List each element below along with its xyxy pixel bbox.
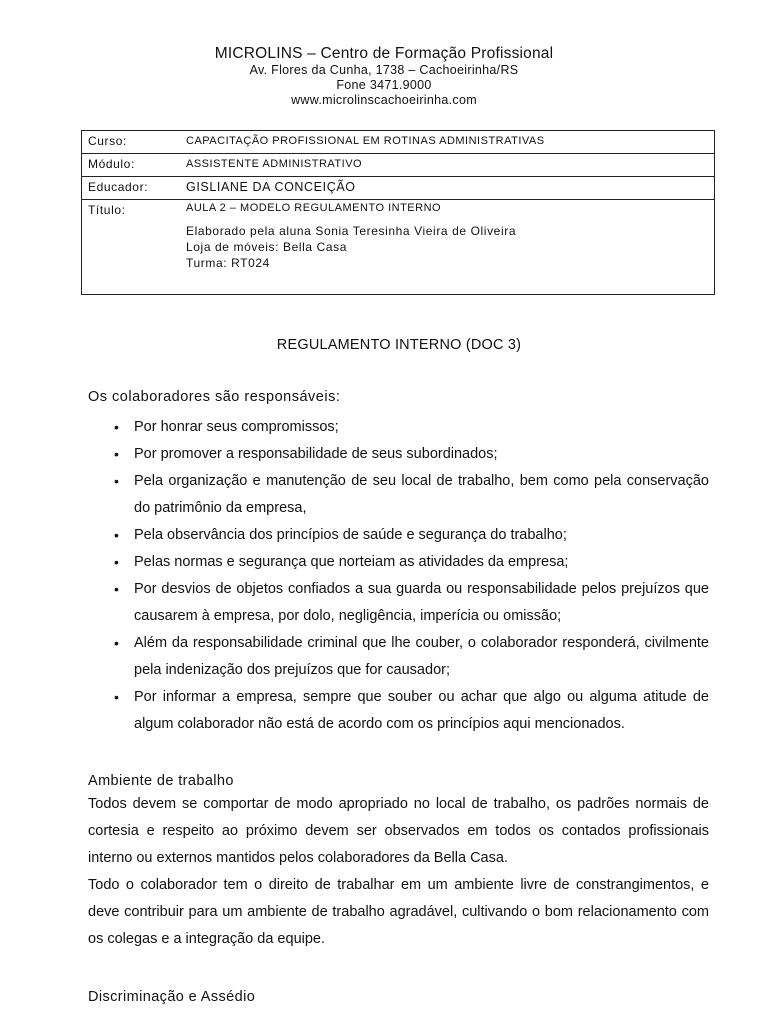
course-row <box>82 131 715 154</box>
intro-text: Os colaboradores são responsáveis: <box>88 389 341 405</box>
work-environment-heading: Ambiente de trabalho <box>88 773 234 789</box>
list-item <box>0 441 768 468</box>
list-item <box>0 414 768 441</box>
work-environment-section <box>88 771 709 953</box>
work-environment-paragraph-2: Todo o colaborador tem o direito de trabalhar em um ambiente livre de constrangimentos, e deve contribuir para um ambiente de trabalho agradável, cultivando o bom relacionamento com os colegas e a integração da equipe. <box>88 877 709 947</box>
module-value: ASSISTENTE ADMINISTRATIVO <box>180 154 715 177</box>
module-label: Módulo: <box>82 154 181 177</box>
discrimination-heading: Discriminação e Assédio <box>88 989 256 1005</box>
list-item <box>0 468 768 522</box>
list-item <box>0 630 768 684</box>
work-environment-paragraph-1: Todos devem se comportar de modo apropriado no local de trabalho, os padrões normais de cortesia e respeito ao próximo devem ser observados em todos os contados profissionais interno ou externos mantidos pelos colaboradores da Bella Casa. <box>88 796 709 866</box>
institution-website: www.microlinscachoeirinha.com <box>291 93 477 107</box>
list-item-text: Por desvios de objetos confiados a sua guarda ou responsabilidade pelos prejuízos que causarem à empresa, por dolo, negligência, imperícia ou omissão; <box>134 581 709 624</box>
title-details <box>186 223 708 271</box>
course-label: Curso: <box>82 131 181 154</box>
title-value: AULA 2 – MODELO REGULAMENTO INTERNO <box>186 202 442 214</box>
institution-address: Av. Flores da Cunha, 1738 – Cachoeirinha/RS <box>249 63 519 77</box>
list-item <box>0 576 768 630</box>
title-row <box>82 200 715 295</box>
document-title: REGULAMENTO INTERNO (DOC 3) <box>276 337 522 353</box>
bullet-icon: • <box>114 446 119 462</box>
list-item <box>0 684 768 738</box>
list-item-text: Por promover a responsabilidade de seus subordinados; <box>134 446 498 462</box>
educator-value: GISLIANE DA CONCEIÇÃO <box>180 177 715 200</box>
list-item-text: Pela organização e manutenção de seu local de trabalho, bem como pela conservação do patrimônio da empresa, <box>134 473 709 516</box>
module-row <box>82 154 715 177</box>
bullet-icon: • <box>114 689 119 705</box>
bullet-icon: • <box>114 581 119 597</box>
list-item-text: Pela observância dos princípios de saúde e segurança do trabalho; <box>134 527 567 543</box>
document-header <box>0 44 768 108</box>
list-item <box>0 522 768 549</box>
bullet-icon: • <box>114 554 119 570</box>
course-info-table <box>81 130 715 295</box>
bullet-icon: • <box>114 473 119 489</box>
discrimination-section <box>88 987 709 1007</box>
list-item-text: Além da responsabilidade criminal que lhe couber, o colaborador responderá, civilmente pela indenização dos prejuízos que for causador; <box>134 635 709 678</box>
list-item-text: Pelas normas e segurança que norteiam as atividades da empresa; <box>134 554 569 570</box>
bullet-icon: • <box>114 527 119 543</box>
list-item <box>0 549 768 576</box>
store-line: Loja de móveis: Bella Casa <box>186 240 348 254</box>
educator-label: Educador: <box>82 177 181 200</box>
institution-phone: Fone 3471.9000 <box>336 78 432 92</box>
bullet-icon: • <box>114 419 119 435</box>
responsibilities-list <box>0 414 768 738</box>
author-line: Elaborado pela aluna Sonia Teresinha Vieira de Oliveira <box>186 224 517 238</box>
title-label: Título: <box>82 200 181 295</box>
list-item-text: Por honrar seus compromissos; <box>134 419 339 435</box>
institution-title: MICROLINS – Centro de Formação Profissional <box>214 45 554 62</box>
list-item-text: Por informar a empresa, sempre que souber ou achar que algo ou alguma atitude de algum colaborador não está de acordo com os princípios aqui mencionados. <box>134 689 709 732</box>
class-line: Turma: RT024 <box>186 256 270 270</box>
course-value: CAPACITAÇÃO PROFISSIONAL EM ROTINAS ADMINISTRATIVAS <box>180 131 715 154</box>
bullet-icon: • <box>114 635 119 651</box>
title-cell <box>180 200 715 295</box>
educator-row <box>82 177 715 200</box>
